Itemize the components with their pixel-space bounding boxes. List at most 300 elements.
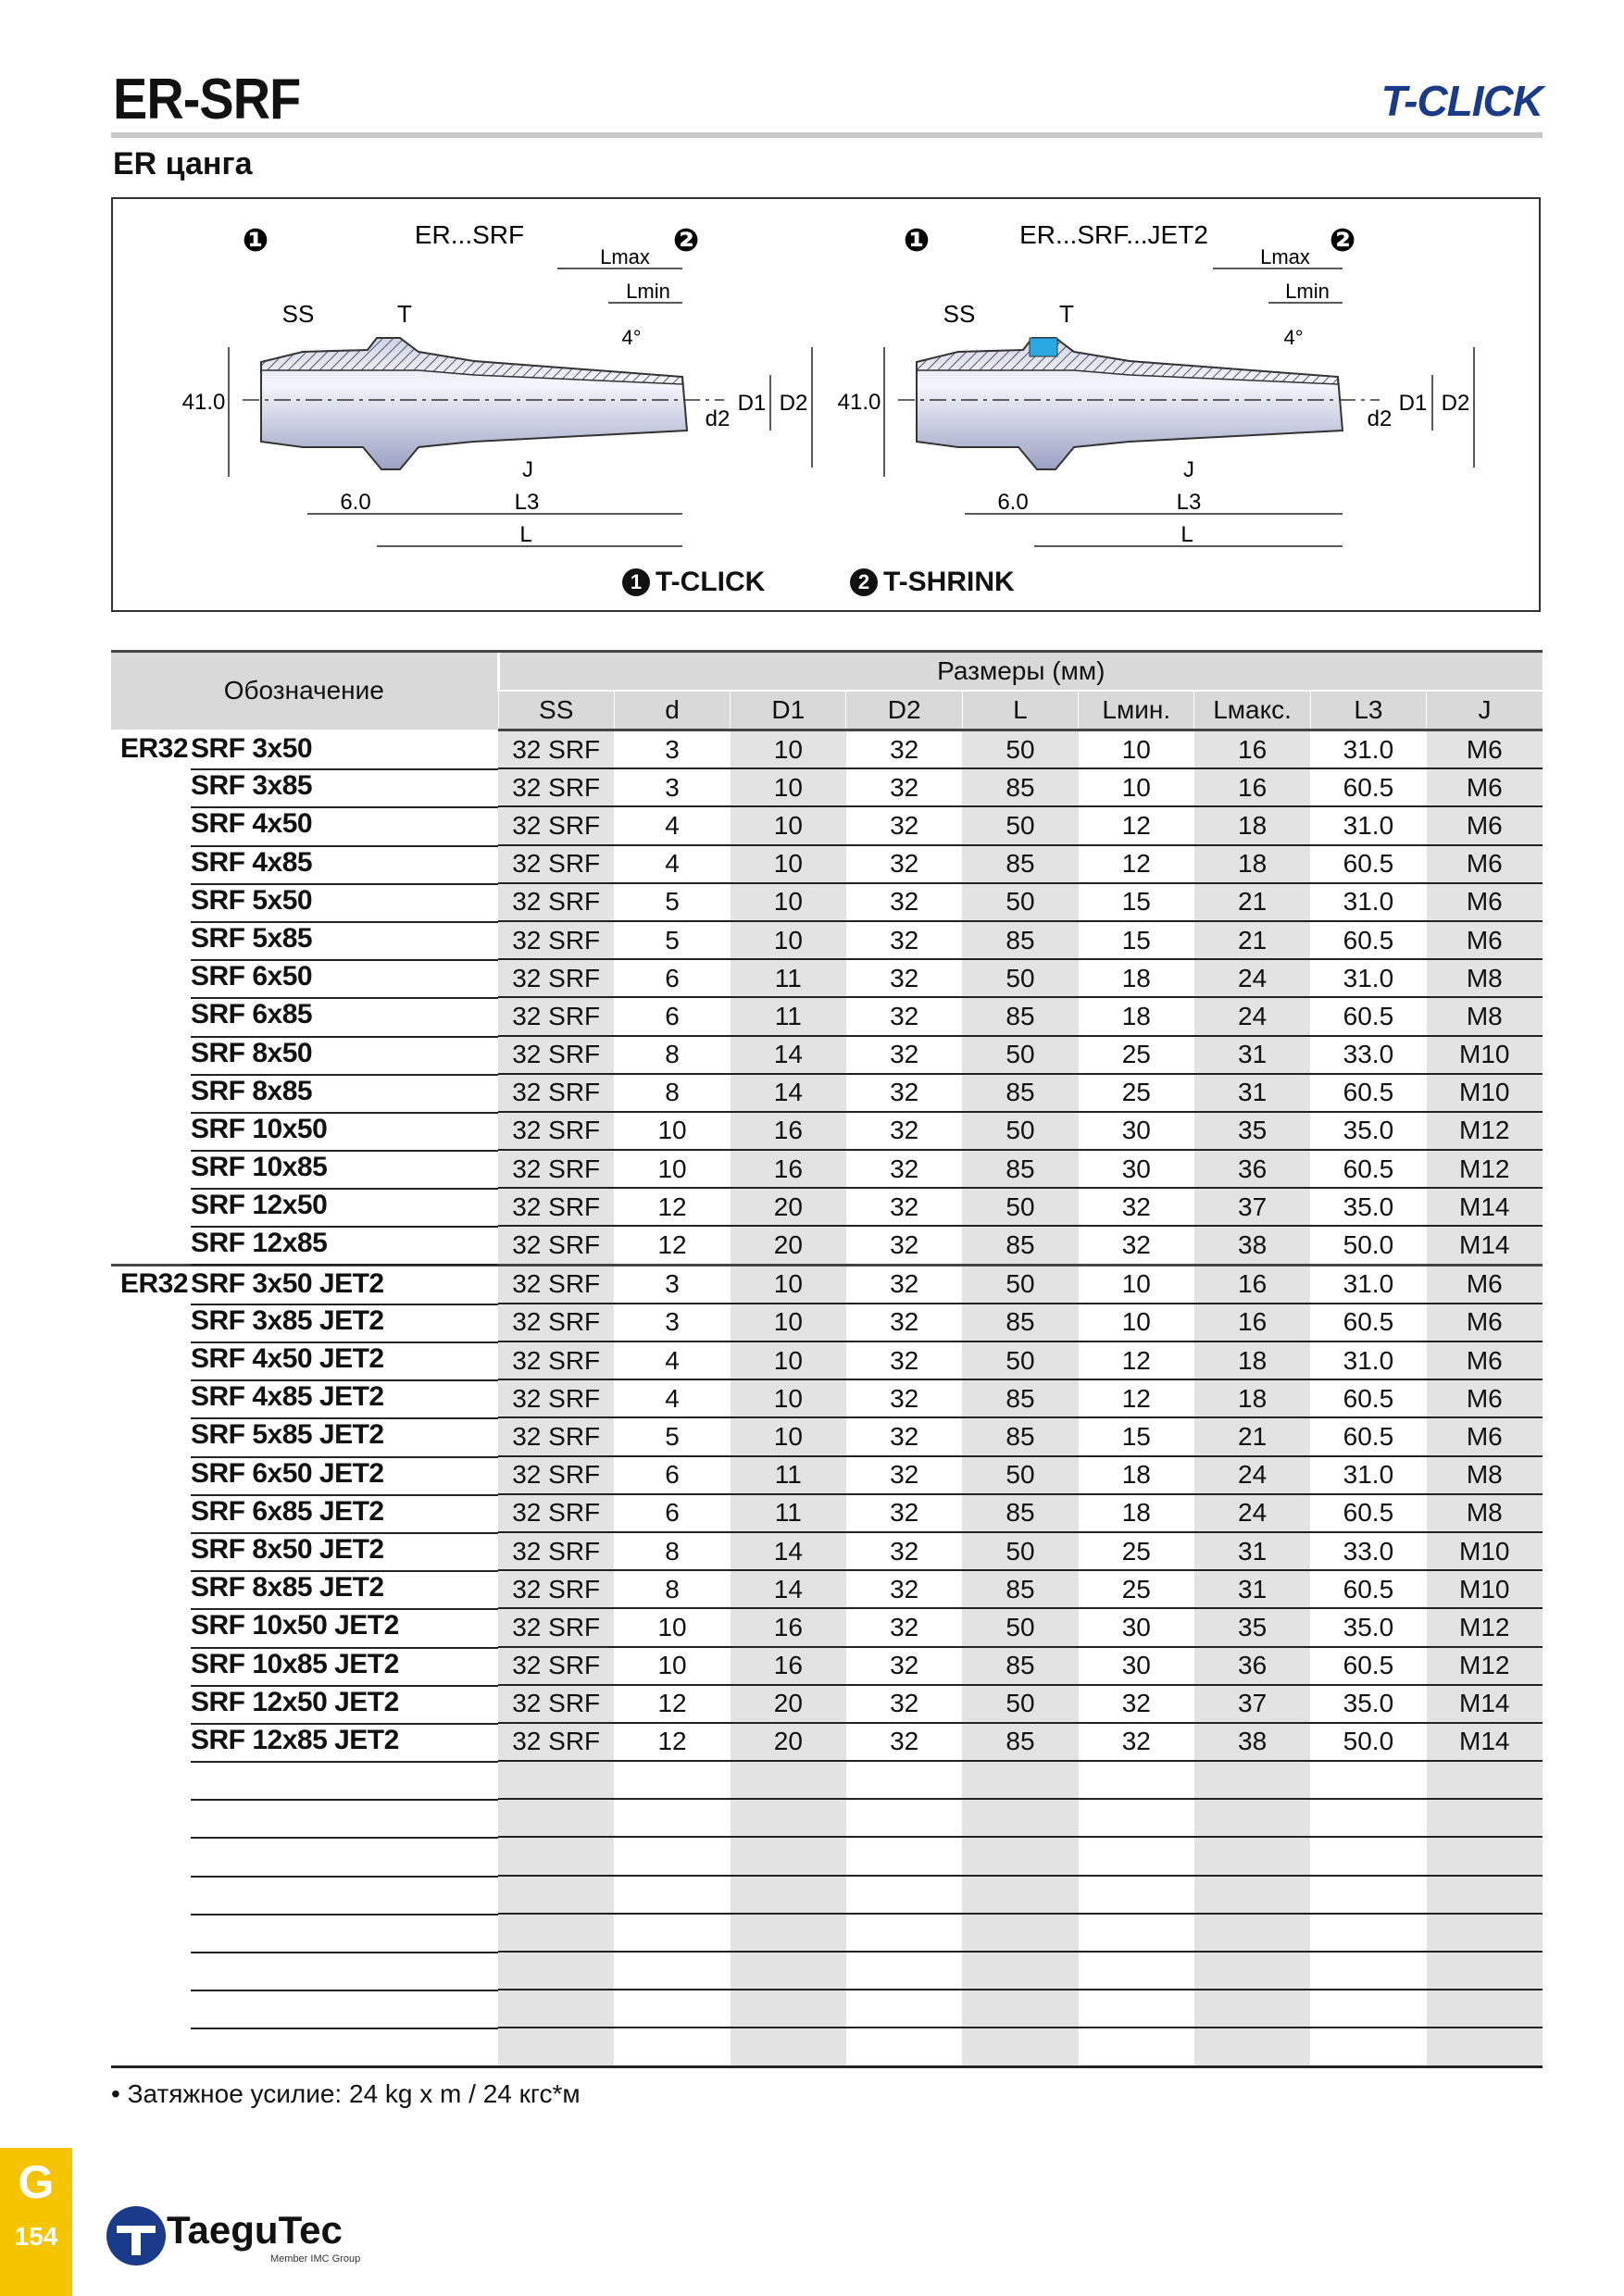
legend-tclick: 1 T-CLICK [622, 567, 765, 598]
table-cell: 21 [1194, 1417, 1310, 1455]
table-cell: 16 [1194, 768, 1310, 806]
table-cell: M14 [1427, 1226, 1543, 1265]
designation-label: SRF 5x85 [191, 921, 498, 961]
table-cell: 32 [846, 1304, 962, 1341]
table-cell: 36 [1194, 1150, 1310, 1188]
table-cell [1427, 1914, 1543, 1952]
table-row [111, 1036, 1543, 1074]
spec-table [111, 650, 1543, 2068]
svg-text:L3: L3 [514, 490, 540, 515]
table-cell: 60.5 [1310, 1074, 1426, 1112]
table-cell [1194, 1761, 1310, 1799]
table-cell: 35.0 [1310, 1112, 1426, 1150]
column-header: SS [498, 691, 614, 730]
table-cell: 31 [1194, 1570, 1310, 1608]
table-cell: 3 [614, 730, 730, 769]
dimensions-header: Размеры (мм) [498, 652, 1543, 692]
table-cell: 18 [1079, 1456, 1194, 1494]
table-cell: 12 [614, 1685, 730, 1723]
designation-label: SRF 12x85 JET2 [191, 1723, 498, 1763]
right-caption: ER...SRF...JET2 [1019, 220, 1208, 249]
taegutec-logo-icon [104, 2203, 169, 2268]
empty-row [111, 1761, 1543, 1799]
table-cell: 16 [1194, 1265, 1310, 1304]
designation-label: SRF 6x85 JET2 [191, 1494, 498, 1534]
designation-cell [111, 768, 498, 806]
table-cell: M8 [1427, 997, 1543, 1035]
table-row [111, 1150, 1543, 1188]
empty-row [111, 2028, 1543, 2066]
table-row [111, 1532, 1543, 1570]
designation-label: SRF 3x50 JET2 [191, 1267, 498, 1305]
table-cell: 12 [614, 1226, 730, 1265]
designation-cell [111, 1150, 498, 1188]
table-cell: 10 [1079, 730, 1194, 769]
table-cell: 24 [1194, 1456, 1310, 1494]
table-cell [846, 1761, 962, 1799]
svg-text:SS: SS [281, 300, 315, 328]
table-cell [614, 1952, 730, 1990]
svg-text:J: J [1183, 457, 1194, 482]
svg-text:d2: d2 [1367, 406, 1393, 431]
table-cell [731, 1876, 846, 1914]
designation-cell [111, 806, 498, 844]
table-cell: 3 [614, 768, 730, 806]
designation-cell [111, 1188, 498, 1226]
table-cell [731, 1990, 846, 2028]
table-cell: 35 [1194, 1112, 1310, 1150]
table-cell: 35.0 [1310, 1188, 1426, 1226]
table-cell: 50 [962, 883, 1078, 921]
table-cell: M6 [1427, 845, 1543, 883]
table-cell: M6 [1427, 883, 1543, 921]
table-cell [498, 1761, 614, 1799]
table-cell: 10 [614, 1112, 730, 1150]
table-cell [614, 2028, 730, 2066]
designation-label: SRF 8x50 JET2 [191, 1532, 498, 1572]
table-cell [498, 1990, 614, 2028]
table-cell: 10 [731, 1417, 846, 1455]
table-cell: M14 [1427, 1685, 1543, 1723]
table-cell [1310, 1914, 1426, 1952]
table-cell: 85 [962, 1494, 1078, 1532]
table-cell: 32 [846, 1532, 962, 1570]
table-row [111, 1494, 1543, 1532]
table-cell [846, 1952, 962, 1990]
table-cell: 10 [614, 1647, 730, 1685]
designation-label: SRF 10x85 [191, 1150, 498, 1190]
table-cell: 50 [962, 1265, 1078, 1304]
table-cell [962, 1837, 1078, 1875]
group-label: ER32 [120, 1267, 189, 1299]
table-row [111, 1379, 1543, 1417]
table-cell [846, 1799, 962, 1837]
table-cell: 50 [962, 1608, 1078, 1646]
table-cell: 32 SRF [498, 1494, 614, 1532]
table-cell: 14 [731, 1036, 846, 1074]
table-cell [846, 1876, 962, 1914]
table-cell: 10 [614, 1150, 730, 1188]
designation-cell [111, 1036, 498, 1074]
table-cell: 60.5 [1310, 1570, 1426, 1608]
marker-1-icon: ❶ [242, 223, 269, 258]
table-row [111, 845, 1543, 883]
table-cell: 32 SRF [498, 1417, 614, 1455]
section-tab: G 154 [0, 2148, 72, 2296]
designation-header: Обозначение [111, 652, 498, 730]
table-cell: 50 [962, 1456, 1078, 1494]
table-cell: 12 [614, 1188, 730, 1226]
table-cell [1427, 1761, 1543, 1799]
table-cell: 16 [731, 1150, 846, 1188]
table-cell: M10 [1427, 1074, 1543, 1112]
svg-text:Lmax: Lmax [1260, 245, 1310, 268]
marker-2-icon: ❷ [672, 223, 700, 258]
table-row [111, 1647, 1543, 1685]
table-cell: 31.0 [1310, 1341, 1426, 1379]
table-cell [1427, 1799, 1543, 1837]
table-cell: 32 SRF [498, 921, 614, 959]
table-cell: 21 [1194, 921, 1310, 959]
table-cell: 85 [962, 921, 1078, 959]
table-cell [962, 1914, 1078, 1952]
table-cell: 10 [731, 768, 846, 806]
table-cell: 32 SRF [498, 1685, 614, 1723]
table-cell: 30 [1079, 1150, 1194, 1188]
table-cell: 6 [614, 1456, 730, 1494]
svg-text:SS: SS [943, 300, 976, 328]
svg-text:4°: 4° [1283, 326, 1304, 349]
designation-label: SRF 8x85 [191, 1074, 498, 1114]
svg-text:Lmin: Lmin [1285, 280, 1330, 303]
table-cell [1194, 1914, 1310, 1952]
designation-cell [111, 1494, 498, 1532]
table-cell: 8 [614, 1532, 730, 1570]
table-cell: 85 [962, 1074, 1078, 1112]
table-cell [498, 1799, 614, 1837]
designation-cell [111, 845, 498, 883]
table-row [111, 1188, 1543, 1226]
designation-label: SRF 3x50 [191, 731, 498, 771]
table-cell: 20 [731, 1188, 846, 1226]
table-cell [1310, 1990, 1426, 2028]
table-cell [846, 1990, 962, 2028]
table-cell [1310, 1799, 1426, 1837]
table-cell: 18 [1194, 845, 1310, 883]
table-cell: 32 SRF [498, 1341, 614, 1379]
table-cell [962, 1990, 1078, 2028]
svg-text:L: L [519, 522, 532, 547]
designation-label: SRF 4x85 JET2 [191, 1379, 498, 1419]
table-cell: 6 [614, 1494, 730, 1532]
table-cell: 10 [1079, 768, 1194, 806]
table-cell: 32 [846, 845, 962, 883]
table-cell: 31.0 [1310, 883, 1426, 921]
left-holder-drawing [182, 220, 812, 547]
table-cell [731, 1799, 846, 1837]
table-cell: M10 [1427, 1036, 1543, 1074]
table-cell [498, 1876, 614, 1914]
table-row [111, 883, 1543, 921]
designation-cell [111, 1608, 498, 1646]
designation-cell [111, 1417, 498, 1455]
table-cell: 32 SRF [498, 1570, 614, 1608]
table-cell: 5 [614, 883, 730, 921]
designation-cell [111, 959, 498, 997]
table-cell: 32 SRF [498, 1265, 614, 1304]
designation-label: SRF 12x85 [191, 1226, 498, 1265]
table-cell: 30 [1079, 1647, 1194, 1685]
table-cell: 32 SRF [498, 1074, 614, 1112]
table-cell: 50 [962, 959, 1078, 997]
table-cell: 60.5 [1310, 1494, 1426, 1532]
column-header: Lмакс. [1194, 691, 1310, 730]
table-cell: 50 [962, 730, 1078, 769]
table-cell: 14 [731, 1074, 846, 1112]
table-cell [614, 1990, 730, 2028]
svg-text:6.0: 6.0 [997, 490, 1029, 515]
table-cell: 60.5 [1310, 1647, 1426, 1685]
svg-text:D2: D2 [1441, 391, 1470, 416]
designation-cell [111, 1685, 498, 1723]
table-cell: 85 [962, 845, 1078, 883]
designation-cell [111, 730, 498, 769]
designation-label: SRF 6x50 [191, 959, 498, 999]
table-cell: 50 [962, 1685, 1078, 1723]
table-cell [962, 1952, 1078, 1990]
column-header: d [614, 691, 730, 730]
table-cell: 3 [614, 1304, 730, 1341]
page-subtitle: ER цанга [113, 146, 253, 181]
table-cell: 11 [731, 959, 846, 997]
table-cell: 25 [1079, 1036, 1194, 1074]
empty-row [111, 1876, 1543, 1914]
legend-tshrink: 2 T-SHRINK [850, 567, 1015, 598]
table-cell: 20 [731, 1226, 846, 1265]
designation-cell [111, 1341, 498, 1379]
table-cell [1079, 2028, 1194, 2066]
table-cell: 32 [846, 921, 962, 959]
table-cell: M14 [1427, 1188, 1543, 1226]
table-cell [1079, 1761, 1194, 1799]
designation-label: SRF 3x85 [191, 768, 498, 808]
designation-cell [111, 1112, 498, 1150]
table-cell [962, 1761, 1078, 1799]
table-cell [1079, 1876, 1194, 1914]
table-cell: M6 [1427, 1417, 1543, 1455]
table-cell [614, 1761, 730, 1799]
table-cell: 32 [846, 806, 962, 844]
table-cell [1310, 1837, 1426, 1875]
table-cell: 50 [962, 1188, 1078, 1226]
table-cell: 32 SRF [498, 883, 614, 921]
table-cell: 31.0 [1310, 806, 1426, 844]
table-cell: 50.0 [1310, 1226, 1426, 1265]
table-cell: 20 [731, 1723, 846, 1761]
table-cell: 25 [1079, 1532, 1194, 1570]
table-cell: 85 [962, 1647, 1078, 1685]
designation-label: SRF 12x50 [191, 1188, 498, 1228]
table-cell: 60.5 [1310, 921, 1426, 959]
table-cell: 32 [846, 1265, 962, 1304]
table-cell: M6 [1427, 1265, 1543, 1304]
table-cell: 12 [1079, 806, 1194, 844]
table-cell [1079, 1990, 1194, 2028]
table-cell: 60.5 [1310, 1304, 1426, 1341]
table-cell: 37 [1194, 1685, 1310, 1723]
table-cell: 4 [614, 1379, 730, 1417]
table-cell: 50 [962, 806, 1078, 844]
table-cell: M8 [1427, 1494, 1543, 1532]
column-header: D2 [846, 691, 962, 730]
table-cell: 12 [1079, 1341, 1194, 1379]
table-cell [731, 1837, 846, 1875]
empty-row [111, 1914, 1543, 1952]
table-cell: 15 [1079, 1417, 1194, 1455]
table-cell: 8 [614, 1074, 730, 1112]
table-cell: M6 [1427, 730, 1543, 769]
table-cell: 32 SRF [498, 1226, 614, 1265]
table-row [111, 1265, 1543, 1304]
table-cell: 18 [1079, 997, 1194, 1035]
table-cell: 21 [1194, 883, 1310, 921]
table-row [111, 959, 1543, 997]
table-cell: 31 [1194, 1532, 1310, 1570]
dim-41: 41.0 [181, 390, 226, 415]
technical-drawing [113, 199, 1543, 614]
table-cell [962, 1876, 1078, 1914]
jet-coolant-icon [1030, 338, 1057, 356]
table-cell: 18 [1194, 806, 1310, 844]
table-row [111, 997, 1543, 1035]
designation-cell [111, 1532, 498, 1570]
table-cell [1310, 1876, 1426, 1914]
table-cell: 18 [1079, 1494, 1194, 1532]
table-cell: 32 SRF [498, 1188, 614, 1226]
table-cell: 10 [731, 1341, 846, 1379]
designation-label: SRF 10x85 JET2 [191, 1647, 498, 1687]
table-cell [498, 1837, 614, 1875]
table-cell: 32 [846, 1494, 962, 1532]
table-cell [731, 2028, 846, 2066]
table-cell: 32 SRF [498, 959, 614, 997]
table-cell: 16 [731, 1647, 846, 1685]
svg-text:Lmax: Lmax [600, 245, 650, 268]
right-holder-drawing [838, 220, 1474, 547]
table-cell [498, 1914, 614, 1952]
table-cell [614, 1799, 730, 1837]
designation-label: SRF 6x50 JET2 [191, 1456, 498, 1496]
table-cell: M6 [1427, 1304, 1543, 1341]
table-cell: 32 [846, 997, 962, 1035]
table-row [111, 1226, 1543, 1265]
table-cell: 32 [846, 1188, 962, 1226]
table-cell: 32 SRF [498, 730, 614, 769]
table-cell: 12 [1079, 1379, 1194, 1417]
table-cell [731, 1914, 846, 1952]
svg-text:T: T [1059, 300, 1074, 328]
designation-cell [111, 1570, 498, 1608]
table-cell: 32 [846, 730, 962, 769]
table-cell: 50.0 [1310, 1723, 1426, 1761]
company-sub: Member IMC Group [270, 2253, 361, 2265]
table-cell [1194, 1990, 1310, 2028]
table-cell: 85 [962, 1417, 1078, 1455]
designation-cell [111, 1379, 498, 1417]
table-cell [498, 1952, 614, 1990]
table-cell: 32 [846, 1570, 962, 1608]
page-title: ER-SRF [113, 68, 301, 131]
title-rule [111, 132, 1543, 138]
table-cell: 32 [846, 1456, 962, 1494]
table-cell: 32 [846, 1685, 962, 1723]
table-cell: 32 [846, 1417, 962, 1455]
table-cell: 25 [1079, 1074, 1194, 1112]
table-cell [962, 1799, 1078, 1837]
table-cell: 32 SRF [498, 1150, 614, 1188]
table-cell [614, 1914, 730, 1952]
table-row [111, 1723, 1543, 1761]
table-cell: 32 SRF [498, 845, 614, 883]
table-cell: 32 SRF [498, 1723, 614, 1761]
table-cell: 10 [731, 921, 846, 959]
table-cell: M12 [1427, 1608, 1543, 1646]
table-cell: 50 [962, 1341, 1078, 1379]
table-cell: 14 [731, 1570, 846, 1608]
empty-row [111, 1799, 1543, 1837]
table-cell: 32 SRF [498, 1456, 614, 1494]
table-cell: 36 [1194, 1647, 1310, 1685]
table-cell [1427, 1990, 1543, 2028]
designation-label: SRF 10x50 [191, 1112, 498, 1152]
table-cell: M6 [1427, 1379, 1543, 1417]
table-cell: M6 [1427, 768, 1543, 806]
table-row [111, 1685, 1543, 1723]
column-header: J [1427, 691, 1543, 730]
svg-text:41.0: 41.0 [837, 390, 881, 415]
column-header: L3 [1310, 691, 1426, 730]
svg-text:6.0: 6.0 [340, 490, 371, 515]
table-cell: 10 [731, 730, 846, 769]
table-cell: 18 [1194, 1341, 1310, 1379]
designation-label: SRF 10x50 JET2 [191, 1608, 498, 1648]
table-cell: 16 [1194, 730, 1310, 769]
table-cell: 32 SRF [498, 997, 614, 1035]
table-row [111, 1074, 1543, 1112]
designation-cell [111, 921, 498, 959]
table-cell: 11 [731, 1456, 846, 1494]
table-cell: 32 [1079, 1723, 1194, 1761]
table-cell: 10 [614, 1608, 730, 1646]
table-cell: 30 [1079, 1112, 1194, 1150]
table-cell [614, 1837, 730, 1875]
designation-label: SRF 5x85 JET2 [191, 1417, 498, 1457]
page-number: 154 [14, 2222, 58, 2251]
table-cell: 15 [1079, 883, 1194, 921]
table-cell [614, 1876, 730, 1914]
table-cell: M14 [1427, 1723, 1543, 1761]
group-label: ER32 [120, 732, 189, 764]
left-caption: ER...SRF [414, 220, 525, 249]
table-cell: 50 [962, 1112, 1078, 1150]
table-cell [1194, 1799, 1310, 1837]
table-cell: 38 [1194, 1723, 1310, 1761]
table-row [111, 768, 1543, 806]
empty-row [111, 1952, 1543, 1990]
table-cell [1310, 2028, 1426, 2066]
marker-1-icon: ❶ [903, 223, 931, 258]
empty-row [111, 1990, 1543, 2028]
